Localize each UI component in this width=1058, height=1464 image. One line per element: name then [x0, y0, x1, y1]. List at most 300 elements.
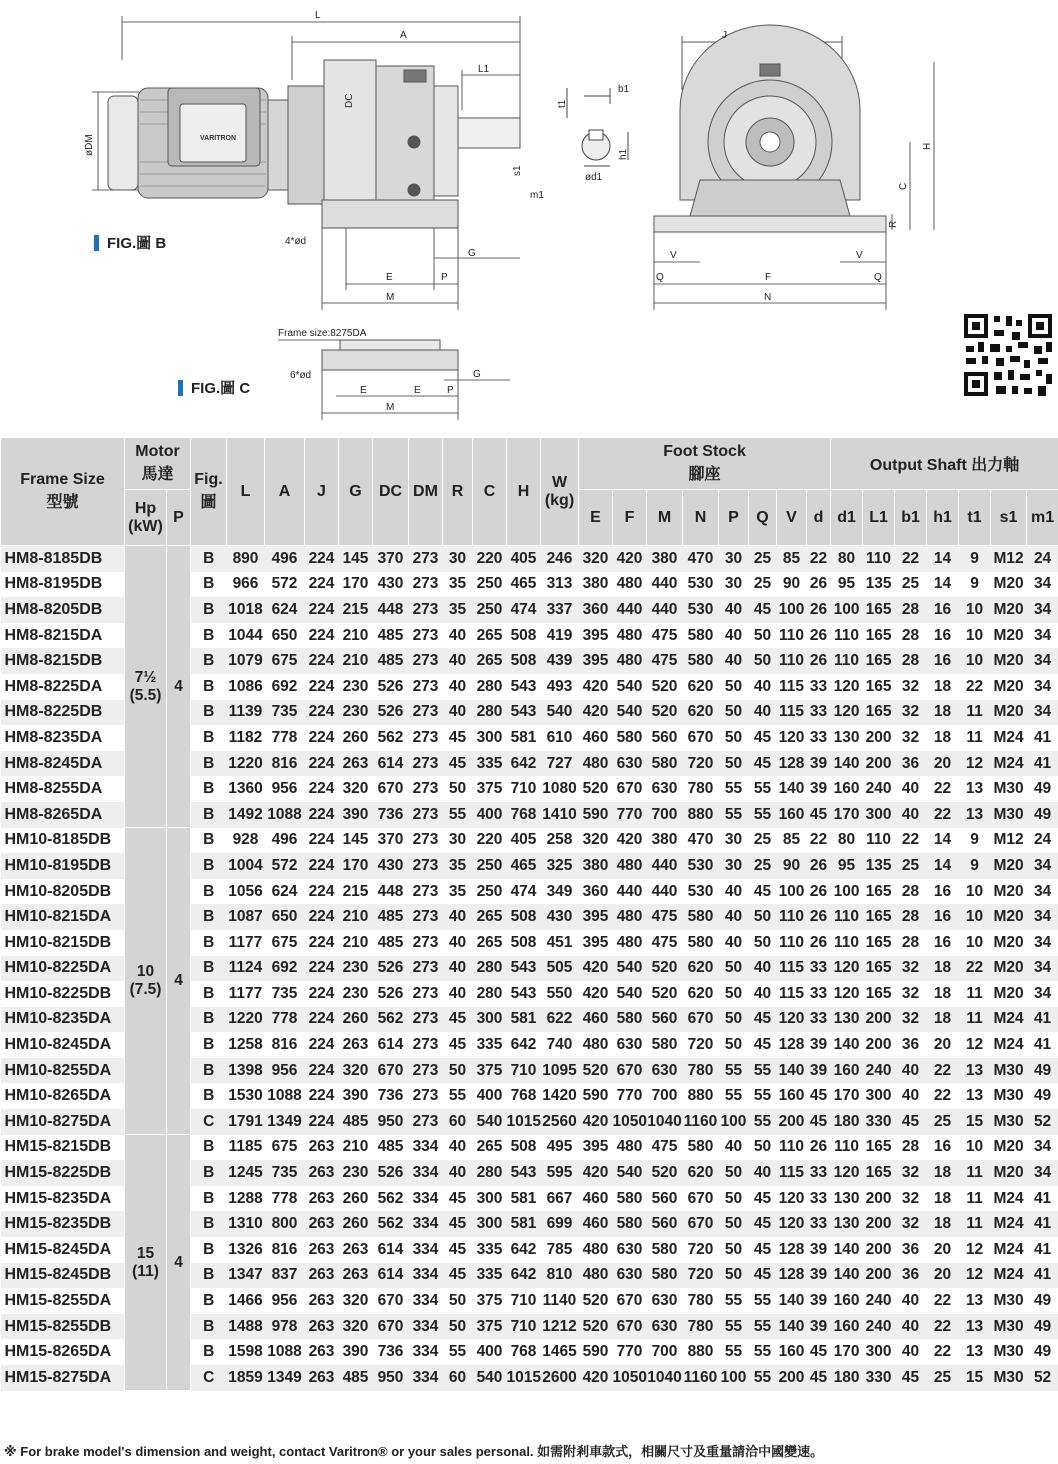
- table-cell: 9: [970, 831, 979, 849]
- table-cell: 1212: [541, 1314, 579, 1340]
- table-cell: 590: [582, 1087, 609, 1105]
- table-cell: 128: [778, 1036, 805, 1054]
- table-cell: 165: [863, 904, 895, 930]
- table-cell: B: [203, 780, 215, 798]
- table-cell: 140: [778, 1292, 805, 1310]
- table-cell: 520: [651, 984, 678, 1002]
- table-cell: 25: [753, 831, 772, 849]
- table-cell: 485: [339, 1365, 373, 1391]
- table-cell: 735: [265, 700, 305, 726]
- table-cell: 670: [613, 1058, 647, 1084]
- qr-block[interactable]: [962, 312, 1056, 339]
- table-cell: 49: [1027, 802, 1058, 828]
- col-h1: h1: [927, 490, 959, 546]
- table-cell: 630: [613, 751, 647, 777]
- table-cell: 670: [377, 1292, 404, 1310]
- table-cell: 530: [687, 882, 714, 900]
- table-cell: 55: [749, 1314, 777, 1340]
- table-cell: 460: [579, 1211, 613, 1237]
- dim-G-c: G: [473, 369, 481, 380]
- table-cell: 120: [777, 1007, 807, 1033]
- table-cell: M30: [991, 1314, 1027, 1340]
- table-cell: 45: [753, 1036, 772, 1054]
- table-cell: 25: [749, 546, 777, 572]
- table-cell: 630: [616, 1240, 643, 1258]
- table-cell: 650: [265, 904, 305, 930]
- table-cell: 880: [687, 1087, 714, 1105]
- table-cell: 300: [863, 802, 895, 828]
- table-cell: 165: [865, 984, 892, 1002]
- table-cell: 34: [1027, 1160, 1058, 1186]
- table-cell: 460: [582, 728, 609, 746]
- table-cell: 50: [724, 1189, 743, 1207]
- table-cell: 14: [927, 546, 959, 572]
- table-cell: 18: [927, 1160, 959, 1186]
- table-cell: 540: [613, 1160, 647, 1186]
- table-cell: 110: [834, 1138, 860, 1156]
- table-cell: 215: [342, 882, 369, 900]
- table-cell: B: [203, 728, 215, 746]
- table-cell: 180: [831, 1365, 863, 1391]
- table-cell: 200: [863, 751, 895, 777]
- table-cell: B: [203, 831, 215, 849]
- col-d: d: [807, 490, 831, 546]
- table-cell: 30: [719, 546, 749, 572]
- table-cell: M20: [991, 648, 1027, 674]
- table-cell: 170: [831, 802, 863, 828]
- table-cell: 710: [507, 1314, 541, 1340]
- table-cell: 768: [507, 802, 541, 828]
- table-cell: 1859: [227, 1365, 265, 1391]
- table-cell: 41: [1033, 1240, 1052, 1258]
- table-cell: 1258: [228, 1036, 263, 1054]
- table-cell: 224: [305, 1109, 339, 1135]
- col-P: P: [167, 490, 191, 546]
- table-cell: 128: [777, 1263, 807, 1289]
- dim-E: E: [386, 272, 393, 283]
- hp-value: 15: [136, 1244, 155, 1262]
- table-cell: 263: [308, 1292, 335, 1310]
- table-cell: 334: [409, 1314, 443, 1340]
- table-cell: 485: [377, 1138, 404, 1156]
- table-cell: 22: [807, 546, 831, 572]
- table-cell: 36: [901, 1036, 920, 1054]
- frame-size-cell: HM10-8195DB: [1, 853, 125, 879]
- table-cell: 400: [473, 802, 507, 828]
- dim-DC: DC: [344, 93, 355, 108]
- table-cell: 1466: [228, 1292, 263, 1310]
- table-cell: M24: [993, 1036, 1024, 1054]
- table-cell: M20: [991, 956, 1027, 982]
- table-cell: 560: [651, 1189, 678, 1207]
- table-cell: 1360: [228, 780, 263, 798]
- table-cell: 12: [959, 1263, 991, 1289]
- table-cell: B: [191, 802, 227, 828]
- table-cell: 380: [579, 853, 613, 879]
- table-cell: 2560: [541, 1109, 579, 1135]
- table-cell: 325: [541, 853, 579, 879]
- table-cell: 300: [865, 1343, 892, 1361]
- table-cell: 26: [809, 933, 828, 951]
- table-cell: 230: [339, 1160, 373, 1186]
- table-cell: B: [203, 1087, 215, 1105]
- table-cell: 736: [377, 1087, 404, 1105]
- accent-bar: [94, 235, 99, 251]
- table-cell: 543: [507, 956, 541, 982]
- table-cell: 41: [1033, 1036, 1052, 1054]
- table-cell: 28: [901, 882, 920, 900]
- table-cell: 165: [863, 956, 895, 982]
- table-cell: 380: [651, 831, 678, 849]
- table-cell: 370: [377, 831, 404, 849]
- table-cell: 26: [807, 904, 831, 930]
- dim-A: A: [400, 30, 407, 41]
- table-cell: B: [191, 1160, 227, 1186]
- table-cell: 335: [473, 1263, 507, 1289]
- table-cell: 34: [1027, 648, 1058, 674]
- table-cell: 1420: [542, 1087, 577, 1105]
- table-cell: 508: [510, 626, 537, 644]
- table-cell: 580: [647, 1263, 683, 1289]
- frame-size-cell: HM10-8225DB: [4, 984, 112, 1002]
- qr-code-icon[interactable]: [962, 312, 1054, 398]
- table-cell: M30: [993, 1087, 1024, 1105]
- table-cell: 55: [753, 1087, 772, 1105]
- brand-plate: VARITRON: [200, 135, 237, 142]
- table-cell: 700: [651, 1087, 678, 1105]
- table-cell: 50: [719, 1160, 749, 1186]
- frame-size-header-cn: 型號: [46, 494, 79, 511]
- table-cell: 420: [613, 546, 647, 572]
- table-cell: M24: [991, 751, 1027, 777]
- table-cell: 1018: [227, 597, 265, 623]
- dim-G: G: [468, 248, 476, 259]
- table-cell: 18: [933, 984, 952, 1002]
- col-DM: DM: [409, 438, 443, 546]
- table-cell: 273: [412, 728, 439, 746]
- table-cell: 475: [647, 904, 683, 930]
- table-cell: 22: [927, 802, 959, 828]
- table-cell: B: [203, 1240, 215, 1258]
- table-cell: 258: [546, 831, 573, 849]
- col-G: G: [339, 438, 373, 546]
- table-cell: 526: [373, 1160, 409, 1186]
- table-cell: 562: [373, 1211, 409, 1237]
- table-cell: 34: [1033, 1138, 1052, 1156]
- frame-size-cell: HM10-8215DA: [1, 904, 125, 930]
- table-cell: 20: [933, 1240, 952, 1258]
- table-cell: 45: [448, 1189, 467, 1207]
- table-cell: 224: [308, 780, 335, 798]
- table-cell: 224: [308, 882, 335, 900]
- dim-V-right: V: [856, 250, 863, 261]
- table-cell: 540: [541, 700, 579, 726]
- frame-size-cell: HM8-8215DB: [1, 648, 125, 674]
- dim-N: N: [764, 292, 772, 303]
- table-cell: 485: [339, 1109, 373, 1135]
- table-cell: 670: [687, 728, 714, 746]
- table-cell: 700: [651, 1343, 678, 1361]
- table-cell: 420: [582, 984, 609, 1002]
- table-cell: 140: [831, 1263, 863, 1289]
- table-cell: 273: [409, 546, 443, 572]
- table-cell: 40: [749, 700, 777, 726]
- frame-size-cell: HM15-8225DB: [1, 1160, 125, 1186]
- fig-c-text: FIG.圖 C: [191, 380, 251, 397]
- frame-size-cell: HM15-8235DB: [1, 1211, 125, 1237]
- table-cell: 273: [412, 575, 439, 593]
- table-cell: 140: [777, 1314, 807, 1340]
- table-cell: 55: [753, 1343, 772, 1361]
- table-cell: 135: [865, 575, 892, 593]
- table-cell: B: [191, 546, 227, 572]
- col-frame-size: [1, 438, 125, 546]
- table-cell: 778: [265, 1007, 305, 1033]
- table-cell: B: [203, 1292, 215, 1310]
- table-cell: 250: [476, 882, 503, 900]
- table-cell: 440: [651, 882, 678, 900]
- table-cell: 28: [895, 904, 927, 930]
- accent-bar: [178, 380, 183, 396]
- table-cell: 55: [443, 802, 473, 828]
- table-cell: 720: [683, 1263, 719, 1289]
- table-cell: 265: [473, 648, 507, 674]
- frame-size-note: Frame size:8275DA: [278, 328, 367, 339]
- table-cell: 210: [339, 648, 373, 674]
- table-cell: 10: [965, 882, 984, 900]
- table-cell: 18: [933, 728, 952, 746]
- fig-c-label: [178, 377, 250, 398]
- table-cell: 224: [305, 1058, 339, 1084]
- table-cell: 45: [448, 1240, 467, 1258]
- fig-header-cn: 圖: [200, 494, 217, 511]
- dim-s1: s1: [512, 165, 523, 176]
- table-cell: 420: [579, 1365, 613, 1391]
- table-cell: 263: [305, 1211, 339, 1237]
- table-cell: 978: [265, 1314, 305, 1340]
- table-cell: 956: [271, 780, 298, 798]
- table-cell: 40: [719, 904, 749, 930]
- table-cell: 699: [541, 1211, 579, 1237]
- frame-size-cell: HM8-8185DB: [1, 546, 125, 572]
- kw-value: (11): [132, 1262, 159, 1280]
- table-cell: 165: [863, 700, 895, 726]
- table-cell: 837: [265, 1263, 305, 1289]
- table-cell: 26: [809, 626, 828, 644]
- table-cell: 395: [582, 626, 609, 644]
- table-cell: 642: [510, 1240, 537, 1258]
- table-cell: 55: [724, 1087, 743, 1105]
- table-cell: 40: [895, 1314, 927, 1340]
- table-cell: 224: [308, 677, 335, 695]
- table-cell: 581: [507, 1211, 541, 1237]
- table-cell: B: [191, 597, 227, 623]
- table-cell: 419: [546, 626, 573, 644]
- table-cell: 13: [965, 780, 984, 798]
- table-cell: 55: [719, 1314, 749, 1340]
- table-cell: 40: [724, 882, 743, 900]
- table-cell: 165: [863, 648, 895, 674]
- table-cell: 736: [373, 802, 409, 828]
- col-M: M: [647, 490, 683, 546]
- frame-size-cell: HM8-8235DA: [4, 728, 103, 746]
- table-cell: 550: [546, 984, 573, 1002]
- table-cell: 13: [965, 1343, 984, 1361]
- table-cell: M20: [991, 597, 1027, 623]
- table-cell: 780: [687, 780, 714, 798]
- table-cell: 508: [507, 904, 541, 930]
- table-cell: 540: [473, 1365, 507, 1391]
- table-cell: 110: [866, 831, 892, 849]
- table-cell: 642: [507, 1263, 541, 1289]
- table-cell: 520: [582, 1292, 609, 1310]
- table-cell: 508: [510, 933, 537, 951]
- frame-size-cell: HM8-8265DA: [1, 802, 125, 828]
- table-cell: 20: [927, 751, 959, 777]
- table-cell: 380: [582, 575, 609, 593]
- table-cell: 40: [443, 904, 473, 930]
- table-cell: 50: [724, 1240, 743, 1258]
- table-cell: 40: [724, 1138, 743, 1156]
- frame-size-cell: HM8-8195DB: [4, 575, 103, 593]
- table-cell: 45: [448, 728, 467, 746]
- table-cell: 816: [271, 1036, 298, 1054]
- table-cell: 1177: [228, 933, 263, 951]
- table-cell: 263: [342, 1240, 369, 1258]
- table-cell: 50: [719, 1211, 749, 1237]
- table-cell: M12: [993, 831, 1024, 849]
- table-cell: 240: [865, 1292, 892, 1310]
- table-cell: 620: [683, 956, 719, 982]
- table-cell: 50: [719, 751, 749, 777]
- table-cell: 280: [476, 677, 503, 695]
- table-cell: 160: [777, 802, 807, 828]
- motor-poles-cell: 4: [167, 828, 191, 1135]
- table-cell: 55: [753, 780, 772, 798]
- frame-size-cell: HM8-8225DB: [1, 700, 125, 726]
- table-cell: 45: [443, 1007, 473, 1033]
- table-cell: 480: [613, 904, 647, 930]
- table-cell: 956: [265, 1058, 305, 1084]
- table-cell: 140: [831, 751, 863, 777]
- table-cell: 727: [541, 751, 579, 777]
- table-cell: 24: [1033, 831, 1052, 849]
- table-cell: 25: [749, 853, 777, 879]
- table-cell: 224: [305, 1007, 339, 1033]
- table-cell: 12: [965, 1036, 984, 1054]
- table-cell: 45: [809, 1087, 828, 1105]
- table-cell: 400: [476, 1343, 503, 1361]
- table-cell: 614: [377, 1036, 404, 1054]
- table-cell: 526: [377, 984, 404, 1002]
- table-cell: 1050: [613, 1365, 647, 1391]
- table-cell: B: [203, 1138, 215, 1156]
- table-cell: 90: [782, 575, 801, 593]
- col-b1: b1: [895, 490, 927, 546]
- table-cell: 28: [895, 648, 927, 674]
- table-cell: 45: [753, 882, 772, 900]
- kw-header: (kW): [128, 517, 163, 535]
- table-cell: 45: [895, 1365, 927, 1391]
- table-cell: 210: [342, 1138, 369, 1156]
- table-cell: 375: [473, 1058, 507, 1084]
- table-cell: 22: [933, 780, 952, 798]
- table-cell: 334: [409, 1211, 443, 1237]
- table-cell: 300: [473, 1007, 507, 1033]
- table-cell: 1095: [541, 1058, 579, 1084]
- table-cell: 55: [719, 802, 749, 828]
- table-cell: 120: [778, 728, 805, 746]
- table-cell: 165: [865, 626, 892, 644]
- table-cell: 200: [863, 1263, 895, 1289]
- frame-size-cell: HM15-8245DB: [1, 1263, 125, 1289]
- table-cell: 540: [473, 1109, 507, 1135]
- table-cell: 52: [1027, 1109, 1058, 1135]
- table-cell: 10: [965, 626, 984, 644]
- table-cell: 1140: [542, 1292, 577, 1310]
- table-cell: 448: [377, 882, 404, 900]
- table-cell: 349: [546, 882, 573, 900]
- table-cell: 40: [443, 648, 473, 674]
- fig-b-text: FIG.圖 B: [107, 235, 167, 252]
- dim-b1: b1: [618, 84, 630, 95]
- table-cell: B: [191, 1314, 227, 1340]
- table-cell: 360: [579, 597, 613, 623]
- table-cell: 480: [579, 751, 613, 777]
- table-cell: 543: [510, 677, 537, 695]
- table-cell: 200: [865, 728, 892, 746]
- dim-holes-b: 4*ød: [285, 236, 307, 247]
- table-cell: 520: [651, 677, 678, 695]
- table-cell: 32: [901, 984, 920, 1002]
- table-cell: 614: [373, 751, 409, 777]
- table-cell: 710: [510, 780, 537, 798]
- table-cell: 1347: [227, 1263, 265, 1289]
- table-cell: 128: [777, 751, 807, 777]
- frame-size-cell: HM8-8225DA: [4, 677, 103, 695]
- table-cell: 45: [448, 1036, 467, 1054]
- table-cell: 39: [807, 1058, 831, 1084]
- table-cell: 1040: [647, 1109, 683, 1135]
- table-cell: 33: [807, 1160, 831, 1186]
- table-cell: 526: [373, 956, 409, 982]
- table-cell: 273: [412, 626, 439, 644]
- table-cell: 18: [933, 1189, 952, 1207]
- table-cell: 22: [809, 831, 828, 849]
- table-cell: 22: [933, 1343, 952, 1361]
- table-cell: 620: [683, 700, 719, 726]
- table-cell: 380: [647, 546, 683, 572]
- table-cell: C: [191, 1109, 227, 1135]
- table-cell: 1410: [541, 802, 579, 828]
- table-cell: M20: [993, 933, 1024, 951]
- table-cell: 145: [339, 546, 373, 572]
- table-cell: 230: [339, 956, 373, 982]
- table-cell: 33: [807, 700, 831, 726]
- table-cell: 520: [647, 956, 683, 982]
- table-cell: 25: [901, 575, 920, 593]
- table-cell: 26: [807, 648, 831, 674]
- table-cell: 642: [507, 751, 541, 777]
- table-cell: 780: [683, 1314, 719, 1340]
- table-cell: 240: [863, 1314, 895, 1340]
- table-cell: 32: [901, 728, 920, 746]
- table-cell: 780: [683, 1058, 719, 1084]
- frame-size-cell: HM15-8265DA: [4, 1343, 112, 1361]
- table-cell: 496: [271, 831, 298, 849]
- table-cell: 440: [613, 597, 647, 623]
- table-cell: 1056: [228, 882, 263, 900]
